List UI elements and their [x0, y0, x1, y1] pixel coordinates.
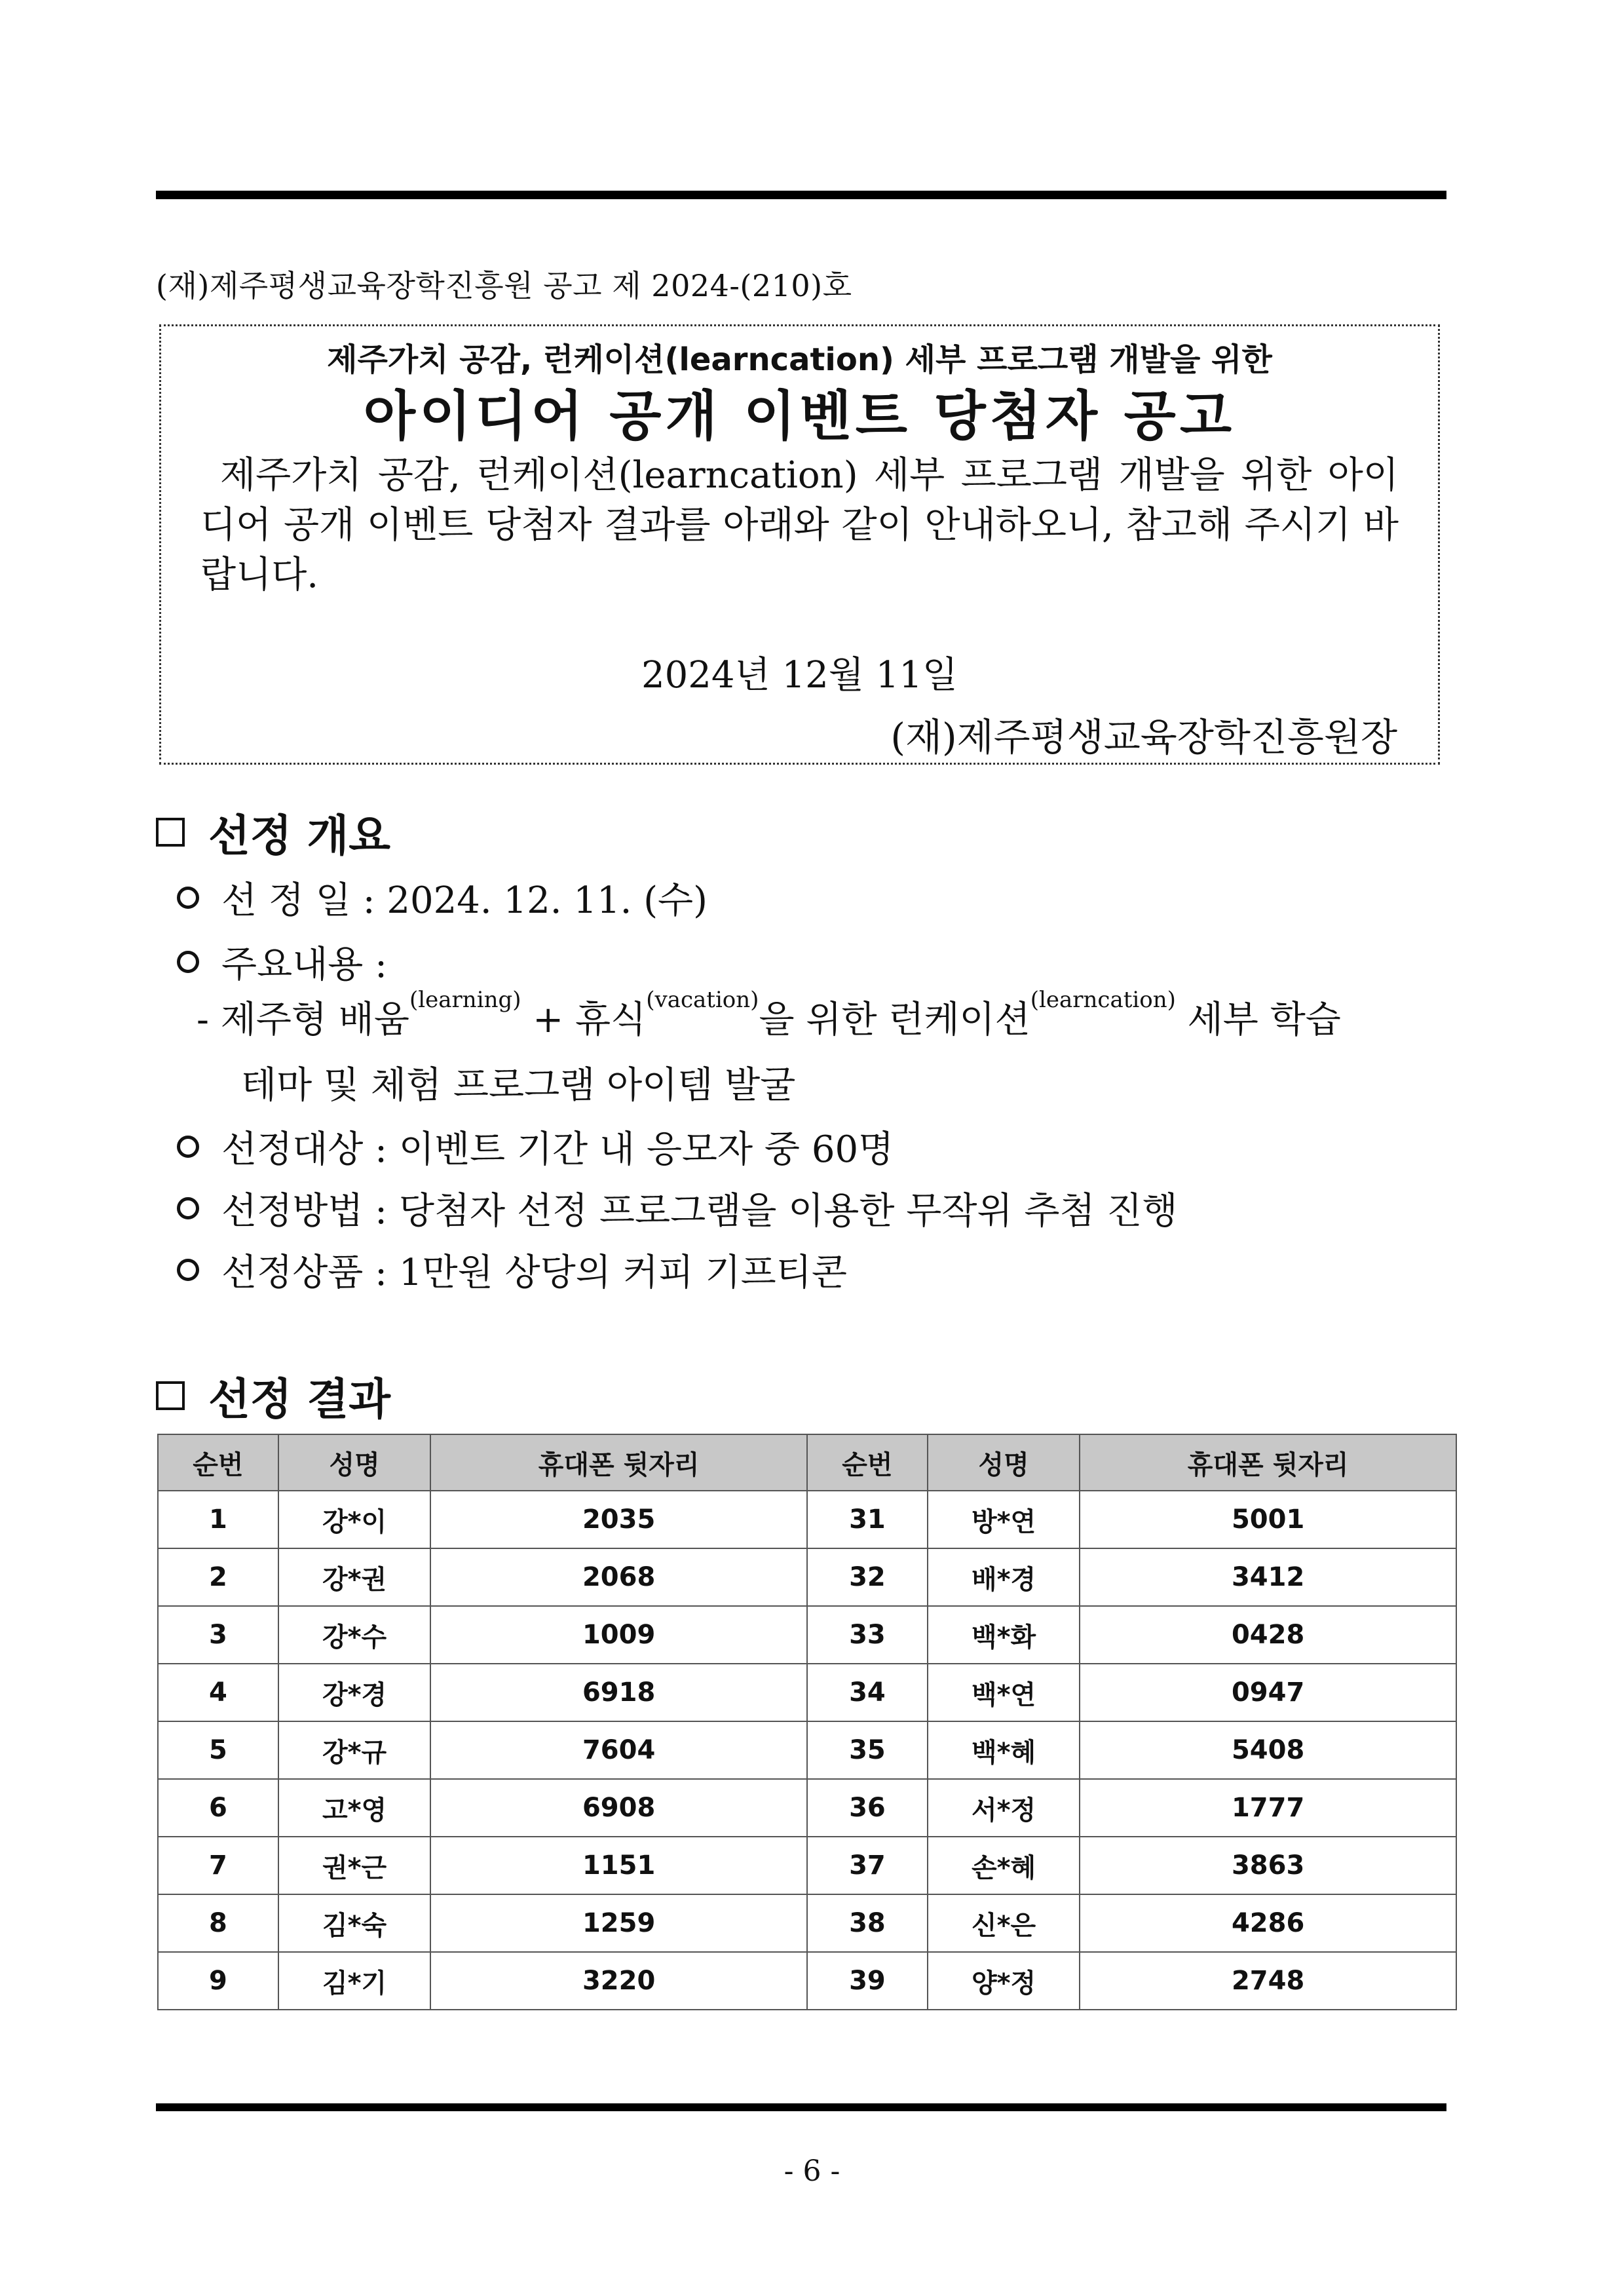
overview-item-method [177, 1182, 1178, 1234]
notice-title: 아이디어 공개 이벤트 당첨자 공고 [363, 385, 1236, 448]
column-header: 성명 [928, 1434, 1080, 1491]
page-number: - 6 - [784, 2154, 840, 2188]
table-cell: 39 [807, 1952, 928, 2010]
overview-item-text: 선정상품 : 1만원 상당의 커피 기프티콘 [221, 1252, 847, 1294]
table-cell: 강*권 [278, 1548, 430, 1606]
table-cell: 5 [158, 1721, 278, 1779]
overview-detail-continuation: 테마 및 체험 프로그램 아이템 발굴 [241, 1064, 796, 1107]
detail-sup-learning: (learning) [409, 987, 521, 1013]
table-cell: 5408 [1080, 1721, 1456, 1779]
table-cell: 3 [158, 1606, 278, 1664]
overview-item-target [177, 1120, 894, 1173]
table-cell: 34 [807, 1664, 928, 1721]
table-cell: 배*경 [928, 1548, 1080, 1606]
checkbox-square-icon [156, 818, 185, 847]
table-cell: 32 [807, 1548, 928, 1606]
table-header-row [158, 1434, 1456, 1491]
table-cell: 1009 [430, 1606, 807, 1664]
circle-bullet-icon [177, 1259, 199, 1281]
column-header: 순번 [158, 1434, 278, 1491]
table-cell: 9 [158, 1952, 278, 2010]
table-cell: 2 [158, 1548, 278, 1606]
table-cell: 2748 [1080, 1952, 1456, 2010]
table-cell: 6908 [430, 1779, 807, 1837]
notice-date: 2024년 12월 11일 [641, 654, 958, 697]
document-number: (재)제주평생교육장학진흥원 공고 제 2024-(210)호 [156, 268, 852, 303]
detail-sup-vacation: (vacation) [646, 987, 759, 1013]
table-cell: 35 [807, 1721, 928, 1779]
table-row [158, 1548, 1456, 1606]
column-header: 휴대폰 뒷자리 [430, 1434, 807, 1491]
overview-detail-line [197, 987, 1341, 1043]
column-header: 순번 [807, 1434, 928, 1491]
section-results-heading [156, 1364, 390, 1426]
results-table [157, 1434, 1457, 2010]
table-cell: 6918 [430, 1664, 807, 1721]
overview-item-text: 선정대상 : 이벤트 기간 내 응모자 중 60명 [221, 1128, 894, 1171]
table-cell: 강*경 [278, 1664, 430, 1721]
table-cell: 38 [807, 1894, 928, 1952]
table-row [158, 1664, 1456, 1721]
table-cell: 백*혜 [928, 1721, 1080, 1779]
table-cell: 김*기 [278, 1952, 430, 2010]
table-cell: 2068 [430, 1548, 807, 1606]
detail-suffix: 세부 학습 [1175, 999, 1341, 1041]
table-row [158, 1894, 1456, 1952]
circle-bullet-icon [177, 1197, 199, 1219]
table-cell: 방*연 [928, 1491, 1080, 1548]
table-cell: 서*정 [928, 1779, 1080, 1837]
table-cell: 0428 [1080, 1606, 1456, 1664]
table-cell: 31 [807, 1491, 928, 1548]
table-cell: 1 [158, 1491, 278, 1548]
bottom-rule [156, 2103, 1446, 2111]
checkbox-square-icon [156, 1381, 185, 1410]
table-row [158, 1837, 1456, 1894]
table-cell: 3220 [430, 1952, 807, 2010]
circle-bullet-icon [177, 951, 199, 973]
table-cell: 2035 [430, 1491, 807, 1548]
table-cell: 강*수 [278, 1606, 430, 1664]
notice-subtitle: 제주가치 공감, 런케이션(learncation) 세부 프로그램 개발을 위한 [327, 341, 1272, 378]
circle-bullet-icon [177, 887, 199, 909]
table-cell: 백*화 [928, 1606, 1080, 1664]
table-cell: 백*연 [928, 1664, 1080, 1721]
table-cell: 1259 [430, 1894, 807, 1952]
table-cell: 손*혜 [928, 1837, 1080, 1894]
overview-item-text: 선정방법 : 당첨자 선정 프로그램을 이용한 무작위 추첨 진행 [221, 1190, 1178, 1233]
overview-item-text: 선 정 일 : 2024. 12. 11. (수) [221, 879, 708, 922]
table-cell: 3412 [1080, 1548, 1456, 1606]
table-cell: 5001 [1080, 1491, 1456, 1548]
detail-mid2: 을 위한 런케이션 [759, 999, 1030, 1041]
notice-body: 제주가치 공감, 런케이션(learncation) 세부 프로그램 개발을 위한 아이디어 공개 이벤트 당첨자 결과를 아래와 같이 안내하오니, 참고해 주시기 바랍니다. [200, 454, 1399, 596]
table-cell: 7604 [430, 1721, 807, 1779]
table-cell: 신*은 [928, 1894, 1080, 1952]
column-header: 성명 [278, 1434, 430, 1491]
section-overview-title: 선정 개요 [208, 811, 391, 861]
table-cell: 37 [807, 1837, 928, 1894]
table-row [158, 1606, 1456, 1664]
overview-item-text: 주요내용 : [221, 944, 388, 986]
table-cell: 고*영 [278, 1779, 430, 1837]
section-results-title: 선정 결과 [208, 1374, 391, 1425]
table-row [158, 1952, 1456, 2010]
table-cell: 권*근 [278, 1837, 430, 1894]
table-cell: 3863 [1080, 1837, 1456, 1894]
detail-sup-learncation: (learncation) [1030, 987, 1176, 1013]
table-cell: 양*정 [928, 1952, 1080, 2010]
table-cell: 7 [158, 1837, 278, 1894]
overview-item-content [177, 936, 387, 988]
top-rule [156, 191, 1446, 199]
table-cell: 1777 [1080, 1779, 1456, 1837]
section-overview-heading [156, 801, 390, 863]
overview-item-date [177, 871, 708, 924]
table-cell: 4 [158, 1664, 278, 1721]
table-cell: 33 [807, 1606, 928, 1664]
circle-bullet-icon [177, 1136, 199, 1158]
table-row [158, 1779, 1456, 1837]
table-cell: 0947 [1080, 1664, 1456, 1721]
notice-signer: (재)제주평생교육장학진흥원장 [890, 715, 1397, 759]
table-cell: 36 [807, 1779, 928, 1837]
table-row [158, 1491, 1456, 1548]
table-cell: 강*이 [278, 1491, 430, 1548]
table-cell: 6 [158, 1779, 278, 1837]
table-cell: 김*숙 [278, 1894, 430, 1952]
detail-prefix: - 제주형 배움 [197, 999, 410, 1041]
table-row [158, 1721, 1456, 1779]
table-cell: 1151 [430, 1837, 807, 1894]
table-cell: 강*규 [278, 1721, 430, 1779]
detail-mid1: + 휴식 [521, 999, 647, 1041]
notice-box [159, 324, 1440, 765]
overview-item-prize [177, 1244, 847, 1296]
table-cell: 8 [158, 1894, 278, 1952]
column-header: 휴대폰 뒷자리 [1080, 1434, 1456, 1491]
table-cell: 4286 [1080, 1894, 1456, 1952]
